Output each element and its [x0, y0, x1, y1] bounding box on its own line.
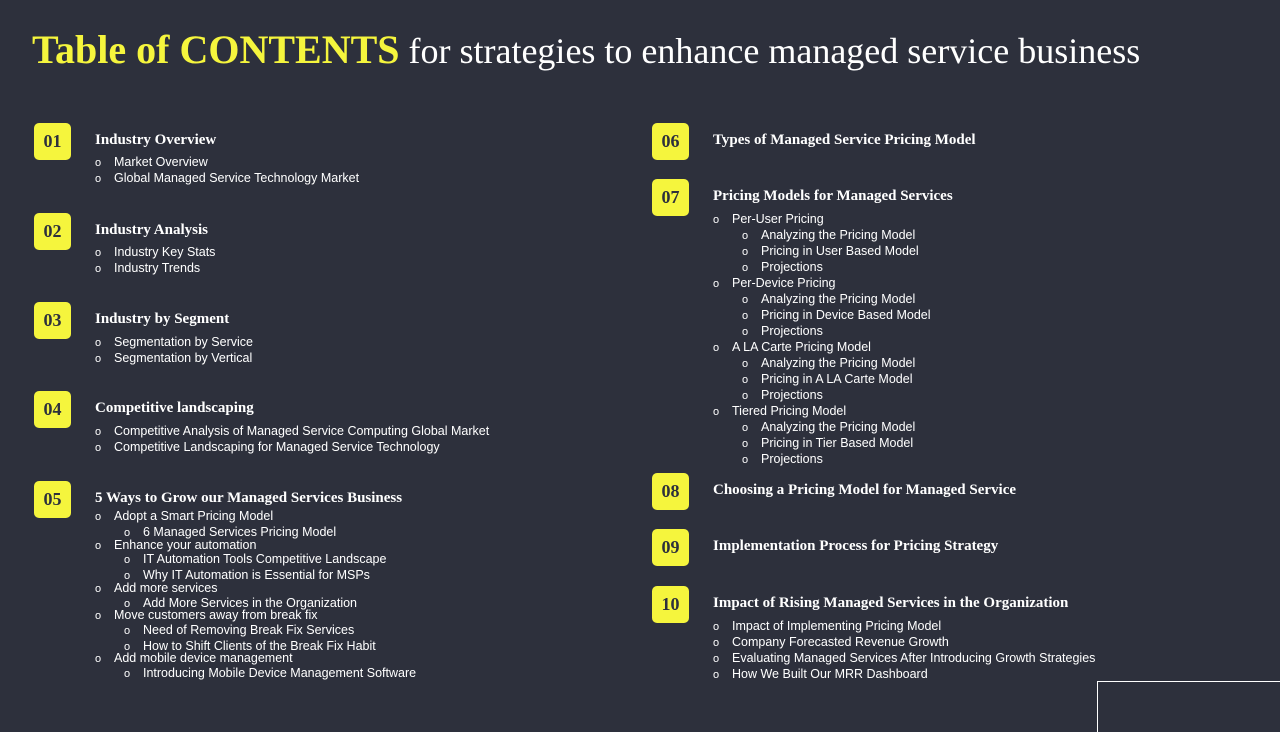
bullet-icon: o [713, 637, 720, 649]
list-item-text: Tiered Pricing Model [732, 404, 847, 418]
list-item [713, 650, 1095, 667]
list-item [95, 170, 359, 187]
section-number-badge: 01 [34, 123, 71, 160]
sub-list-item [742, 307, 931, 324]
list-item [713, 634, 949, 651]
bullet-icon: o [95, 442, 102, 454]
section-heading: Impact of Rising Managed Services in the Organization [713, 595, 1069, 611]
bullet-icon: o [742, 230, 749, 242]
list-item [95, 334, 253, 351]
bullet-icon: o [124, 668, 131, 680]
list-item-text: Segmentation by Vertical [114, 351, 253, 365]
sub-list-item [742, 355, 915, 372]
bullet-icon: o [124, 625, 131, 637]
list-item-text: Projections [761, 388, 823, 402]
bullet-icon: o [742, 438, 749, 450]
list-item [95, 350, 252, 367]
bullet-icon: o [713, 342, 720, 354]
section-number-badge: 05 [34, 481, 71, 518]
section-number-badge: 10 [652, 586, 689, 623]
list-item [713, 339, 871, 356]
sub-list-item [124, 551, 386, 568]
sub-list-item [742, 259, 823, 276]
bullet-icon: o [742, 358, 749, 370]
list-item-text: Enhance your automation [114, 538, 257, 552]
list-item [95, 154, 208, 171]
list-item-text: How to Shift Clients of the Break Fix Habit [143, 639, 376, 653]
bullet-icon: o [713, 669, 720, 681]
list-item-text: Industry Key Stats [114, 245, 216, 259]
section-heading: 5 Ways to Grow our Managed Services Business [95, 490, 403, 506]
bullet-icon: o [742, 246, 749, 258]
list-item-text: Analyzing the Pricing Model [761, 228, 916, 242]
list-item-text: Why IT Automation is Essential for MSPs [143, 568, 370, 582]
section-heading: Types of Managed Service Pricing Model [713, 132, 976, 148]
sub-list-item [124, 665, 416, 682]
list-item-text: Market Overview [114, 155, 208, 169]
sub-list-item [742, 435, 913, 452]
section-heading: Implementation Process for Pricing Strategy [713, 538, 999, 554]
bullet-icon: o [713, 653, 720, 665]
list-item [713, 666, 928, 683]
list-item-text: Projections [761, 324, 823, 338]
list-item-text: Company Forecasted Revenue Growth [732, 635, 949, 649]
bullet-icon: o [95, 157, 102, 169]
list-item-text: How We Built Our MRR Dashboard [732, 667, 928, 681]
bullet-icon: o [124, 598, 131, 610]
bullet-icon: o [742, 390, 749, 402]
sub-list-item [742, 387, 823, 404]
section-number-badge: 03 [34, 302, 71, 339]
bullet-icon: o [95, 353, 102, 365]
bullet-icon: o [742, 294, 749, 306]
list-item-text: Introducing Mobile Device Management Software [143, 666, 417, 680]
title-highlight: Table of CONTENTS [32, 27, 400, 72]
bullet-icon: o [95, 511, 102, 523]
list-item-text: Industry Trends [114, 261, 201, 275]
list-item-text: Pricing in User Based Model [761, 244, 919, 258]
list-item-text: Pricing in Device Based Model [761, 308, 931, 322]
sub-list-item [742, 451, 823, 468]
bullet-icon: o [95, 540, 102, 552]
sub-list-item [742, 291, 915, 308]
bullet-icon: o [742, 326, 749, 338]
section-number-badge: 08 [652, 473, 689, 510]
list-item [95, 439, 440, 456]
bullet-icon: o [95, 583, 102, 595]
bullet-icon: o [124, 570, 131, 582]
list-item-text: Pricing in Tier Based Model [761, 436, 914, 450]
list-item-text: Analyzing the Pricing Model [761, 292, 916, 306]
section-number-badge: 02 [34, 213, 71, 250]
list-item-text: Projections [761, 452, 823, 466]
list-item-text: Add More Services in the Organization [143, 596, 357, 610]
list-item-text: Evaluating Managed Services After Introducing Growth Strategies [732, 651, 1096, 665]
title-rest: for strategies to enhance managed service business [408, 31, 1141, 71]
bullet-icon: o [95, 653, 102, 665]
list-item-text: Analyzing the Pricing Model [761, 356, 916, 370]
list-item [713, 618, 941, 635]
page-title [32, 26, 1140, 74]
bullet-icon: o [742, 454, 749, 466]
list-item-text: Need of Removing Break Fix Services [143, 623, 355, 637]
list-item-text: A LA Carte Pricing Model [732, 340, 871, 354]
list-item-text: IT Automation Tools Competitive Landscape [143, 552, 387, 566]
list-item-text: Per-Device Pricing [732, 276, 836, 290]
bullet-icon: o [742, 310, 749, 322]
bullet-icon: o [95, 173, 102, 185]
bullet-icon: o [713, 214, 720, 226]
sub-list-item [742, 227, 915, 244]
section-heading: Pricing Models for Managed Services [713, 188, 953, 204]
list-item-text: Analyzing the Pricing Model [761, 420, 916, 434]
bullet-icon: o [742, 262, 749, 274]
section-number-badge: 07 [652, 179, 689, 216]
list-item-text: Segmentation by Service [114, 335, 253, 349]
list-item [713, 275, 836, 292]
bullet-icon: o [95, 337, 102, 349]
bullet-icon: o [713, 621, 720, 633]
section-number-badge: 09 [652, 529, 689, 566]
list-item-text: Add more services [114, 581, 218, 595]
list-item [95, 260, 200, 277]
bullet-icon: o [124, 554, 131, 566]
section-heading: Industry by Segment [95, 311, 230, 327]
section-heading: Competitive landscaping [95, 400, 254, 416]
section-heading: Industry Analysis [95, 222, 208, 238]
list-item-text: Move customers away from break fix [114, 608, 318, 622]
bullet-icon: o [95, 247, 102, 259]
bullet-icon: o [124, 641, 131, 653]
sub-list-item [742, 323, 823, 340]
bullet-icon: o [742, 374, 749, 386]
list-item-text: Competitive Landscaping for Managed Service Technology [114, 440, 440, 454]
list-item-text: Per-User Pricing [732, 212, 824, 226]
list-item [95, 423, 489, 440]
bullet-icon: o [124, 527, 131, 539]
list-item [95, 508, 273, 525]
list-item-text: 6 Managed Services Pricing Model [143, 525, 337, 539]
sub-list-item [742, 419, 915, 436]
bullet-icon: o [742, 422, 749, 434]
list-item-text: Pricing in A LA Carte Model [761, 372, 913, 386]
list-item [713, 403, 846, 420]
bullet-icon: o [95, 610, 102, 622]
list-item [95, 244, 215, 261]
list-item-text: Global Managed Service Technology Market [114, 171, 360, 185]
bullet-icon: o [713, 406, 720, 418]
sub-list-item [742, 371, 912, 388]
list-item-text: Competitive Analysis of Managed Service Computing Global Market [114, 424, 490, 438]
sub-list-item [124, 622, 354, 639]
section-heading: Industry Overview [95, 132, 217, 148]
bullet-icon: o [95, 263, 102, 275]
list-item-text: Adopt a Smart Pricing Model [114, 509, 274, 523]
section-heading: Choosing a Pricing Model for Managed Service [713, 482, 1017, 498]
section-number-badge: 06 [652, 123, 689, 160]
section-number-badge: 04 [34, 391, 71, 428]
list-item-text: Impact of Implementing Pricing Model [732, 619, 942, 633]
list-item-text: Add mobile device management [114, 651, 293, 665]
bullet-icon: o [95, 426, 102, 438]
bullet-icon: o [713, 278, 720, 290]
list-item [713, 211, 824, 228]
corner-frame [1097, 681, 1280, 732]
list-item-text: Projections [761, 260, 823, 274]
sub-list-item [742, 243, 919, 260]
